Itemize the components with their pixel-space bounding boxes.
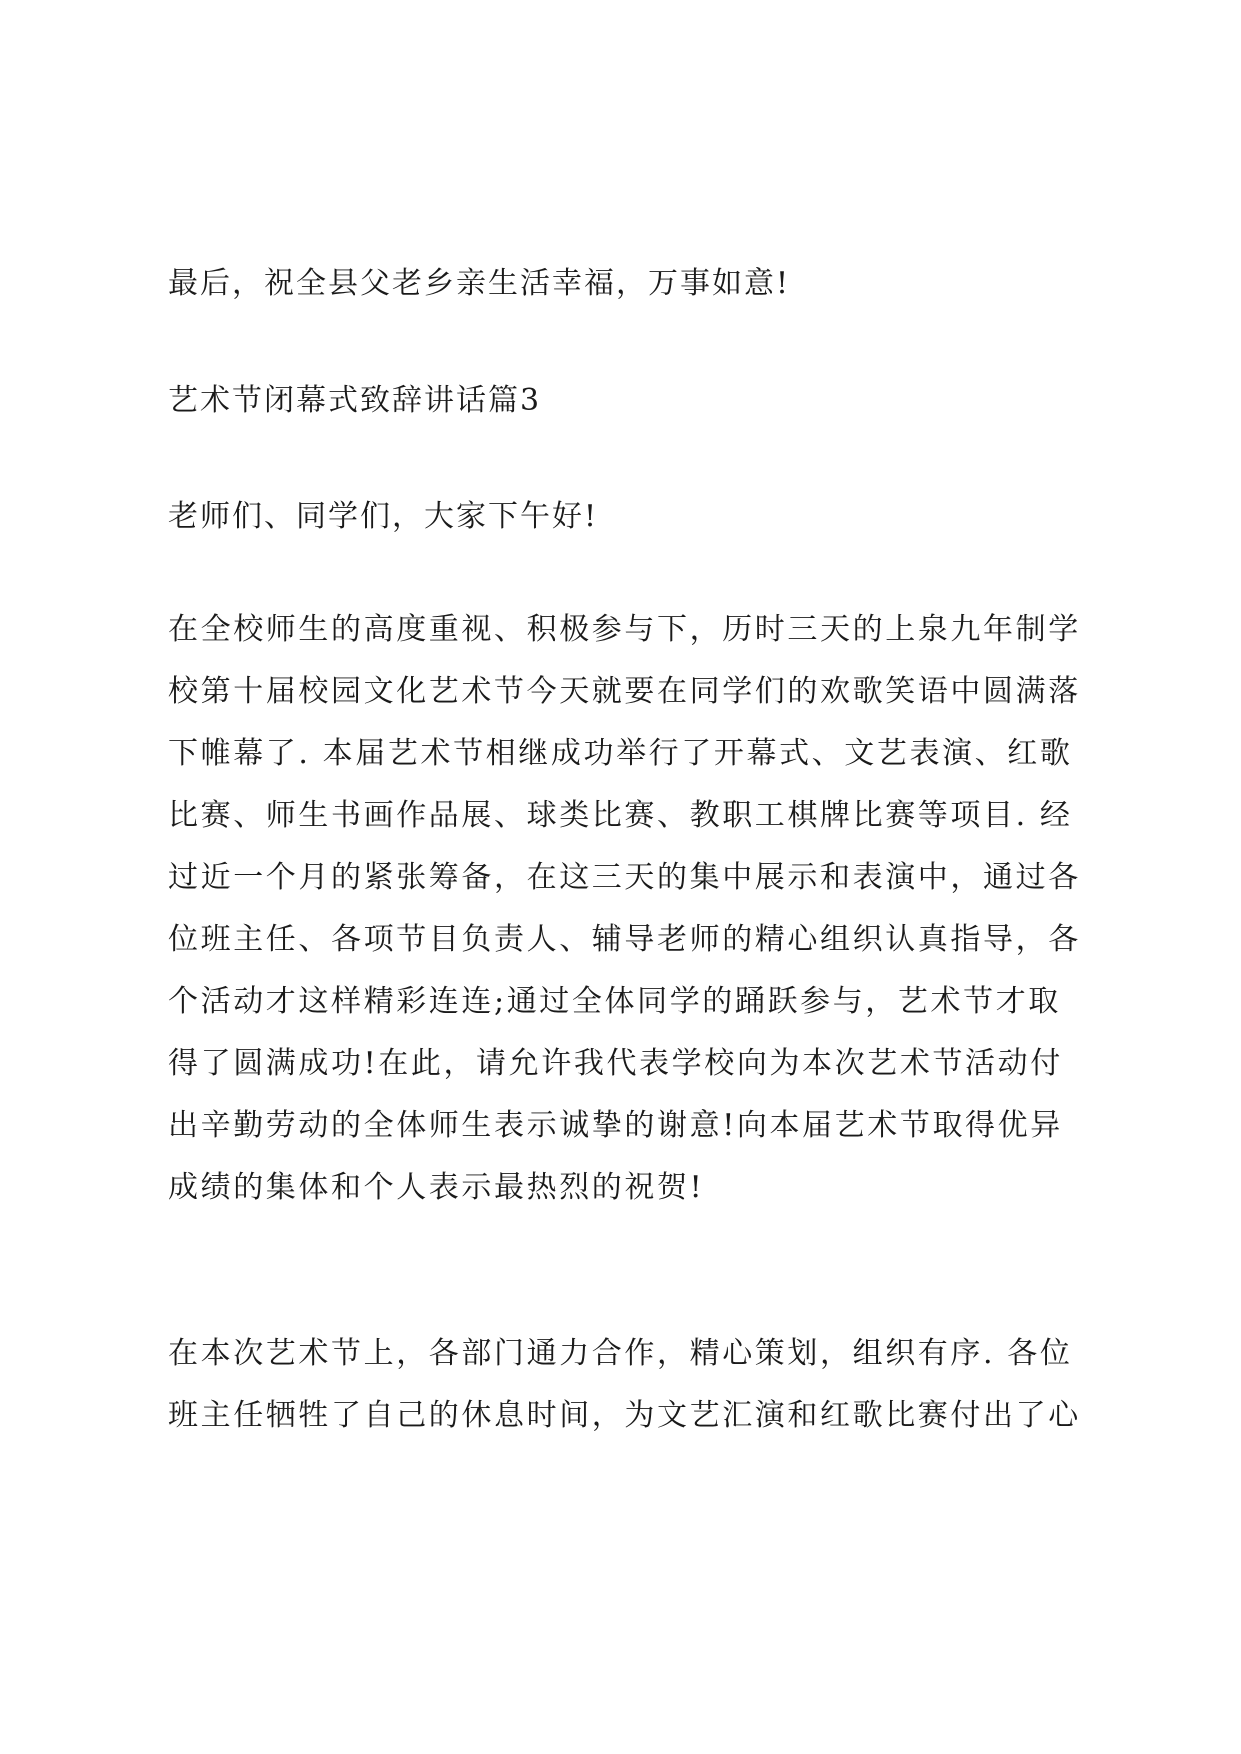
paragraph-line: 得了圆满成功!在此，请允许我代表学校向为本次艺术节活动付 [168, 1046, 1063, 1081]
paragraph-line: 个活动才这样精彩连连;通过全体同学的踊跃参与，艺术节才取 [168, 984, 1061, 1019]
paragraph-line: 在全校师生的高度重视、积极参与下，历时三天的上泉九年制学 [168, 612, 1081, 647]
closing-line: 最后，祝全县父老乡亲生活幸福，万事如意! [168, 266, 791, 301]
paragraph-line: 过近一个月的紧张筹备，在这三天的集中展示和表演中，通过各 [168, 860, 1081, 895]
paragraph-line: 下帷幕了. 本届艺术节相继成功举行了开幕式、文艺表演、红歌 [168, 736, 1073, 771]
paragraph-2 [168, 1323, 1100, 1447]
section-heading: 艺术节闭幕式致辞讲话篇3 [168, 383, 542, 418]
paragraph-1 [168, 599, 1100, 1219]
paragraph-line: 班主任牺牲了自己的休息时间，为文艺汇演和红歌比赛付出了心 [168, 1398, 1081, 1433]
paragraph-line: 成绩的集体和个人表示最热烈的祝贺! [168, 1170, 705, 1205]
paragraph-line: 位班主任、各项节目负责人、辅导老师的精心组织认真指导，各 [168, 922, 1081, 957]
paragraph-line: 校第十届校园文化艺术节今天就要在同学们的欢歌笑语中圆满落 [168, 674, 1081, 709]
greeting-line: 老师们、同学们，大家下午好! [168, 499, 599, 534]
paragraph-line: 在本次艺术节上，各部门通力合作，精心策划，组织有序. 各位 [168, 1336, 1073, 1371]
paragraph-line: 出辛勤劳动的全体师生表示诚挚的谢意!向本届艺术节取得优异 [168, 1108, 1063, 1143]
paragraph-line: 比赛、师生书画作品展、球类比赛、教职工棋牌比赛等项目. 经 [168, 798, 1073, 833]
